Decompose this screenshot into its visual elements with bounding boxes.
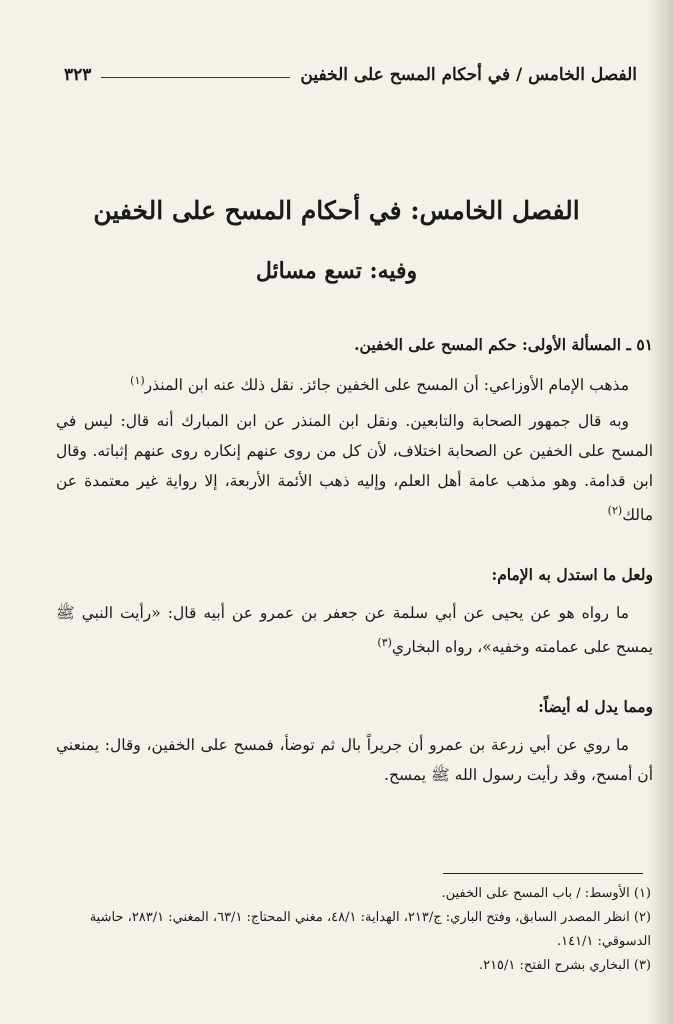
header-rule bbox=[101, 77, 290, 78]
paragraph-text: ما رواه هو عن يحيى عن أبي سلمة عن جعفر بن عمرو عن أبيه قال: «رأيت النبي ﷺ يمسح على عمامته وخفيه»، رواه البخاري bbox=[56, 604, 653, 657]
paragraph bbox=[56, 366, 653, 400]
running-header bbox=[64, 60, 637, 90]
footnote: (١) الأوسط: / باب المسح على الخفين. bbox=[441, 886, 651, 901]
footnote-ref: (٣) bbox=[377, 636, 392, 650]
chapter-subtitle: وفيه: تسع مسائل bbox=[255, 258, 418, 284]
page-number: ٣٢٣ bbox=[64, 65, 92, 85]
question-heading: ٥١ ـ المسألة الأولى: حكم المسح على الخفين. bbox=[354, 335, 653, 354]
footnotes bbox=[50, 882, 651, 978]
section-label: ولعل ما استدل به الإمام: bbox=[491, 565, 653, 585]
footnote-rule bbox=[443, 873, 643, 874]
header-title: الفصل الخامس / في أحكام المسح على الخفين bbox=[300, 65, 637, 85]
section-label: ومما يدل له أيضاً: bbox=[538, 697, 653, 717]
paragraph: ما روي عن أبي زرعة بن عمرو أن جريراً بال ثم توضأ، فمسح على الخفين، وقال: يمنعني أن أمسح، وقد رأيت رسول الله ﷺ يمسح. bbox=[56, 736, 653, 785]
footnote: (٣) البخاري بشرح الفتح: ٢١٥/١. bbox=[478, 958, 651, 973]
paragraph bbox=[56, 406, 653, 530]
footnote-ref: (٢) bbox=[607, 504, 623, 518]
paragraph bbox=[56, 598, 653, 662]
body-text bbox=[56, 330, 653, 796]
footnote-ref: (١) bbox=[130, 374, 145, 387]
chapter-title: الفصل الخامس: في أحكام المسح على الخفين bbox=[93, 196, 580, 225]
footnote: (٢) انظر المصدر السابق، وفتح الباري: ج/٢١٣، الهداية: ٤٨/١، مغني المحتاج: ٦٣/١، المغني: ٢٨٣/١، حاشية الدسوقي: ١٤١/١. bbox=[89, 910, 651, 949]
paragraph-text: مذهب الإمام الأوزاعي: أن المسح على الخفين جائز. نقل ذلك عنه ابن المنذر bbox=[144, 376, 629, 395]
paragraph-text: وبه قال جمهور الصحابة والتابعين. ونقل ابن المنذر عن ابن المبارك أنه قال: ليس في المسح على الخفين عن الصحابة اختلاف، لأن كل من روى عنهم إنكاره روى عنهم إثباته. وقال ابن قدامة. وهو مذهب عامة أهل العلم، وإليه ذهب الأئمة الأربعة، إلا رواية غير معتمدة عن مالك bbox=[56, 412, 653, 525]
